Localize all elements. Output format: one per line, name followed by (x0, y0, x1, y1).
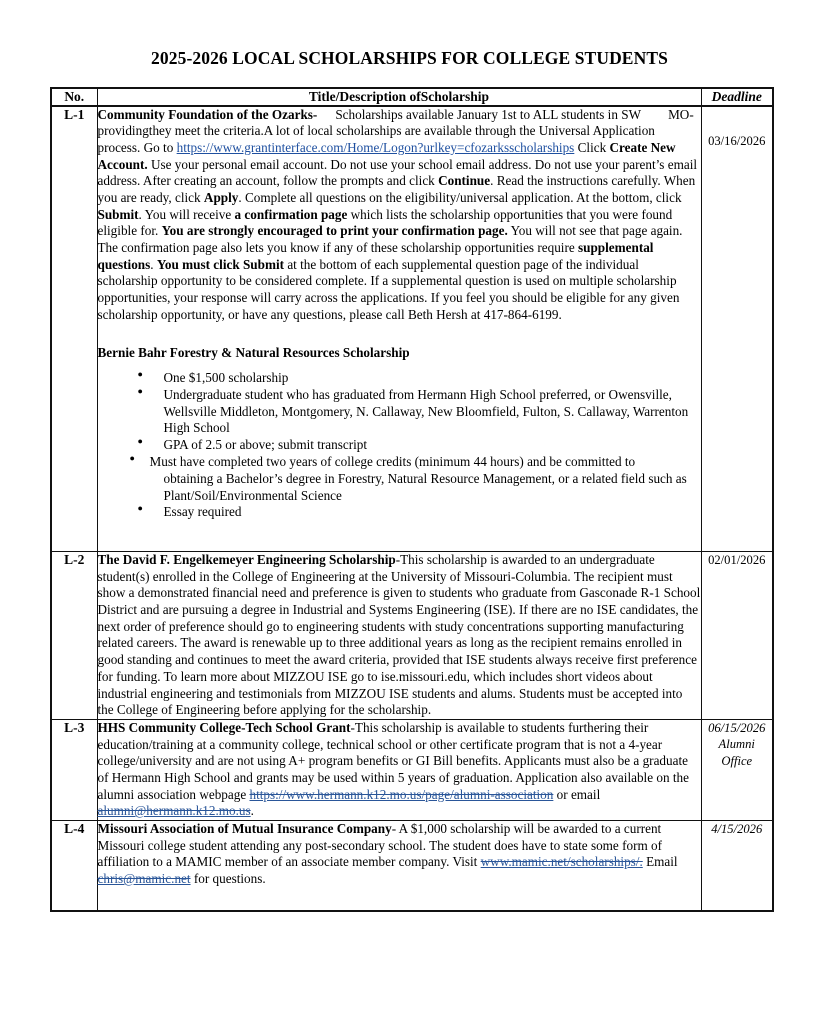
column-header-no: No. (51, 88, 97, 106)
list-item-label: Must have completed two years of college credits (minimum 44 hours) and be committed to (149, 453, 636, 469)
l4-body-post: for questions. (190, 871, 266, 887)
body-text: Use your personal email account. Do not use your school email address. Do not use your parent’s email address. After creating an account, follow the prompts and click (97, 156, 698, 189)
emphasis-text: Continue (438, 173, 491, 189)
emphasis-text: You must click Submit (156, 256, 285, 272)
row-description-l2 (97, 552, 701, 720)
l1-title: Community Foundation of the Ozarks- (97, 106, 318, 122)
body-text: . You will receive (138, 206, 235, 222)
l4-title: Missouri Association of Mutual Insurance Company (97, 821, 392, 837)
l1-intro-second: MO-providingthey meet the criteria.A lot of local scholarships are available through the Universal (97, 106, 694, 139)
list-item (138, 454, 701, 504)
table-row (51, 106, 773, 552)
l3-paragraph (98, 720, 701, 820)
l4-body-mid: Email (642, 854, 678, 870)
l3-body-mid: or email (553, 786, 601, 802)
alumni-association-link[interactable]: https://www.hermann.k12.mo.us/page/alumni-association (249, 786, 554, 802)
emphasis-text: supplemental questions (97, 240, 654, 272)
column-header-description: Title/Description ofScholarship (97, 88, 701, 106)
l1-intro-lead: Scholarships available January 1st to ALL students in SW (335, 106, 641, 122)
l4-paragraph (98, 821, 701, 888)
scholarship-table (50, 87, 774, 912)
emphasis-text: a confirmation page (234, 206, 348, 222)
l3-body-pre: -This scholarship is available to students furthering their education/training at a community college, technical school or other certificate program that is not a 4-year college/university and are not using A+ program benefits or GI Bill benefits. Applicants must also be a graduate of Hermann High School and grants may be used within 5 years of graduation. Application also available on the alumni association webpage (97, 719, 689, 802)
l1-bullet-list (98, 370, 701, 521)
table-row (51, 821, 773, 911)
row-description-l1 (97, 106, 701, 552)
row-number-l3: L-3 (51, 719, 97, 820)
row-description-l4 (97, 821, 701, 911)
grantinterface-link[interactable]: https://www.grantinterface.com/Home/Logon?urlkey=cfozarksscholarships (176, 139, 575, 155)
list-item-label: One $1,500 scholarship (163, 370, 289, 386)
l1-body-rich (98, 140, 698, 322)
emphasis-text: Apply (203, 189, 239, 205)
table-row (51, 719, 773, 820)
body-text: . Complete all questions on the eligibility/universal application. At the bottom, click (238, 189, 682, 205)
mamic-email-link[interactable]: chris@mamic.net (97, 871, 191, 887)
l1-intro-paragraph (98, 107, 701, 324)
table-header-row (51, 88, 773, 106)
emphasis-text: You are strongly encouraged to print your confirmation page. (161, 223, 508, 239)
l4-body-pre: - A $1,000 scholarship will be awarded to a current Missouri college student attending any post-secondary school. The student does have to state some form of affiliation to a MAMIC member of an associate member company. Visit (97, 821, 662, 870)
list-item (138, 370, 701, 387)
body-text: . Read the instructions carefully. When you are ready, click (97, 173, 696, 205)
body-text: which lists the scholarship opportunities that you were found eligible for. (97, 206, 673, 239)
row-deadline-l1: 03/16/2026 (701, 106, 773, 552)
l1-body-pre-link: Application process. Go to (97, 123, 655, 155)
body-text: You will not see that page again. The confirmation page also lets you know if any of these scholarship opportunities require (97, 223, 683, 256)
list-item (138, 504, 701, 521)
list-item-continuation: obtaining a Bachelor’s degree in Forestry, Natural Resource Management, or a related field such as Plant/Soil/Environmental Science (163, 470, 687, 503)
page-title: 2025-2026 LOCAL SCHOLARSHIPS FOR COLLEGE STUDENTS (151, 48, 668, 68)
l3-title: HHS Community College-Tech School Grant (97, 719, 351, 735)
row-deadline-l2: 02/01/2026 (701, 552, 773, 720)
column-header-deadline: Deadline (701, 88, 773, 106)
row-deadline-l3: 06/15/2026 Alumni Office (701, 719, 773, 820)
mamic-scholarships-link[interactable]: www.mamic.net/scholarships/. (480, 854, 643, 870)
list-item-label: Undergraduate student who has graduated from Hermann High School preferred, or Owensville, Wellsville Middleton, Montgomery, N. Callaway, New Bloomfield, Fulton, S. Callaway, Warrenton High School (163, 386, 689, 436)
l3-body-post: . (250, 803, 254, 819)
row-number-l4: L-4 (51, 821, 97, 911)
list-item-label: GPA of 2.5 or above; submit transcript (163, 437, 368, 453)
list-item (138, 387, 701, 437)
list-item-label: Essay required (163, 504, 242, 520)
l2-body: -This scholarship is awarded to an undergraduate student(s) enrolled in the College of Engineering at the University of Missouri-Columbia. The recipient must show a demonstrated financial need and preference is given to students who graduate from Gasconade R-1 School District and are pursuing a degree in Industrial and Systems Engineering (ISE). If there are no ISE candidates, the next order of preference should go to engineering students with study concentrations supporting manufacturing related careers. The award is renewable up to three additional years as long as the recipient remains enrolled in good standing and continues to meet the award criteria, provided that ISE students always receive first preference for funding. To learn more about MIZZOU ISE go to ise.missouri.edu, which includes short videos about industrial engineering and testimonials from MIZZOU ISE students and alums. Students must be accepted into the College of Engineering before applying for the scholarship. (97, 552, 701, 718)
l1-subsection-title: Bernie Bahr Forestry & Natural Resources Scholarship (97, 345, 410, 361)
emphasis-text: Submit (97, 206, 139, 222)
row-number-l1: L-1 (51, 106, 97, 552)
row-number-l2: L-2 (51, 552, 97, 720)
body-text: . (150, 256, 157, 272)
body-text: at the bottom of each supplemental question page of the individual scholarship opportunity to be considered complete. If a supplemental question is used on multiple scholarship opportunities, your response will carry across the applications. If you feel you should be eligible for any given scholarship opportunity, or have any questions, please call Beth Hersh at 417-864-6199. (97, 256, 680, 322)
emphasis-text: Create New Account. (97, 139, 676, 172)
list-item (138, 437, 701, 454)
row-deadline-l4: 4/15/2026 (701, 821, 773, 911)
alumni-email-link[interactable]: alumni@hermann.k12.mo.us (97, 803, 251, 819)
table-row (51, 552, 773, 720)
body-text: Click (577, 139, 610, 155)
l2-paragraph (98, 552, 701, 719)
l2-title: The David F. Engelkemeyer Engineering Scholarship (97, 552, 396, 568)
row-description-l3 (97, 719, 701, 820)
